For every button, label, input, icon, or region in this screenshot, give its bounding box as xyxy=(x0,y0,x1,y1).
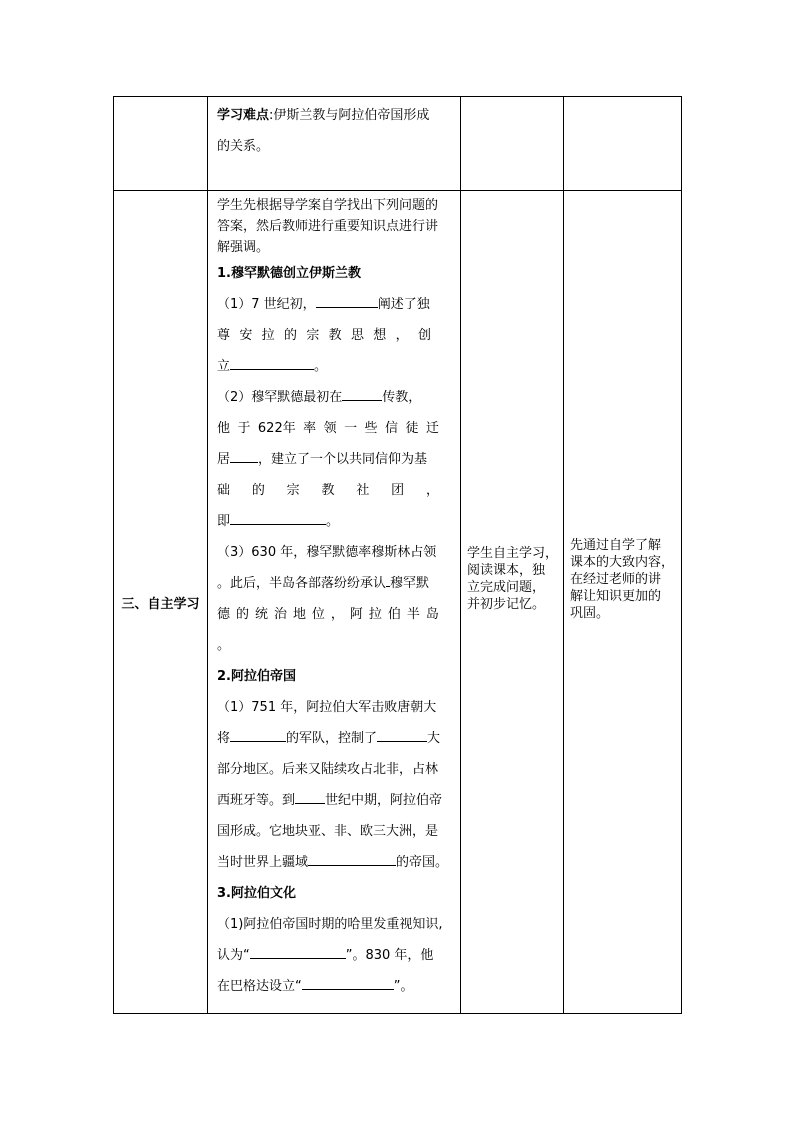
self-study-row xyxy=(114,191,682,1014)
blank[interactable] xyxy=(295,790,325,804)
self-study-content: 学生先根据导学案自学找出下列问题的 答案，然后教师进行重要知识点进行讲 解强调。 1.穆罕默德创立伊斯兰教 （1）7 世纪初， 阐述了独 尊 安 拉 的 宗 教 思 想 ， 创 立 。 （2）穆罕默德最初在 传教， 他 于 622年 率 领 一 些 信 徒 迁 居 ，建立了一个以共同信仰为基 础 的 宗 教 社 团 ， 即 。 （3）630 年，穆罕默德率穆斯林占领 。此后，半岛各部落纷纷承认 穆罕默 德 的 统 治 地 位 ， 阿 拉 伯 半 岛 。 2.阿拉伯帝国 （1）751 年，阿拉伯大军击败唐朝大 将 的军队，控制了 大 部分地区。后来又陆续攻占北非，占林 西班牙等。到 世纪中期，阿拉伯帝 国形成。它地块亚、非、欧三大洲，是 当时世界上疆域 的帝国。 3.阿拉伯文化 （1)阿拉伯帝国时期的哈里发重视知识, 认为“ ”。830 年，他 在巴格达设立“ ”。 xyxy=(208,191,461,1014)
row1-label-cell xyxy=(114,97,208,191)
student-activity-cell: 学生自主学习， 阅读课本，独 立完成问题， 并初步记忆。 xyxy=(461,191,564,1014)
blank[interactable] xyxy=(250,945,346,959)
difficulty-cell: 学习难点:伊斯兰教与阿拉伯帝国形成 的关系。 xyxy=(208,97,461,191)
blank[interactable] xyxy=(316,294,378,308)
difficulty-text: 伊斯兰教与阿拉伯帝国形成 xyxy=(273,108,430,123)
blank[interactable] xyxy=(230,449,258,463)
blank[interactable] xyxy=(230,356,314,370)
blank[interactable] xyxy=(377,728,427,742)
blank[interactable] xyxy=(230,511,326,525)
heading-3: 3.阿拉伯文化 xyxy=(217,886,296,901)
heading-1: 1.穆罕默德创立伊斯兰教 xyxy=(217,266,361,281)
blank[interactable] xyxy=(230,728,286,742)
difficulty-row xyxy=(114,97,682,191)
blank[interactable] xyxy=(308,852,396,866)
section-label: 三、自主学习 xyxy=(114,191,208,1014)
blank[interactable] xyxy=(342,387,382,401)
difficulty-label: 学习难点 xyxy=(217,108,270,123)
row1-activity-cell xyxy=(461,97,564,191)
design-intent-cell: 先通过自学了解 课本的大致内容， 在经过老师的讲 解让知识更加的 巩固。 xyxy=(564,191,682,1014)
heading-2: 2.阿拉伯帝国 xyxy=(217,669,296,684)
lesson-plan-table xyxy=(113,96,682,1014)
blank[interactable] xyxy=(302,976,394,990)
row1-intent-cell xyxy=(564,97,682,191)
